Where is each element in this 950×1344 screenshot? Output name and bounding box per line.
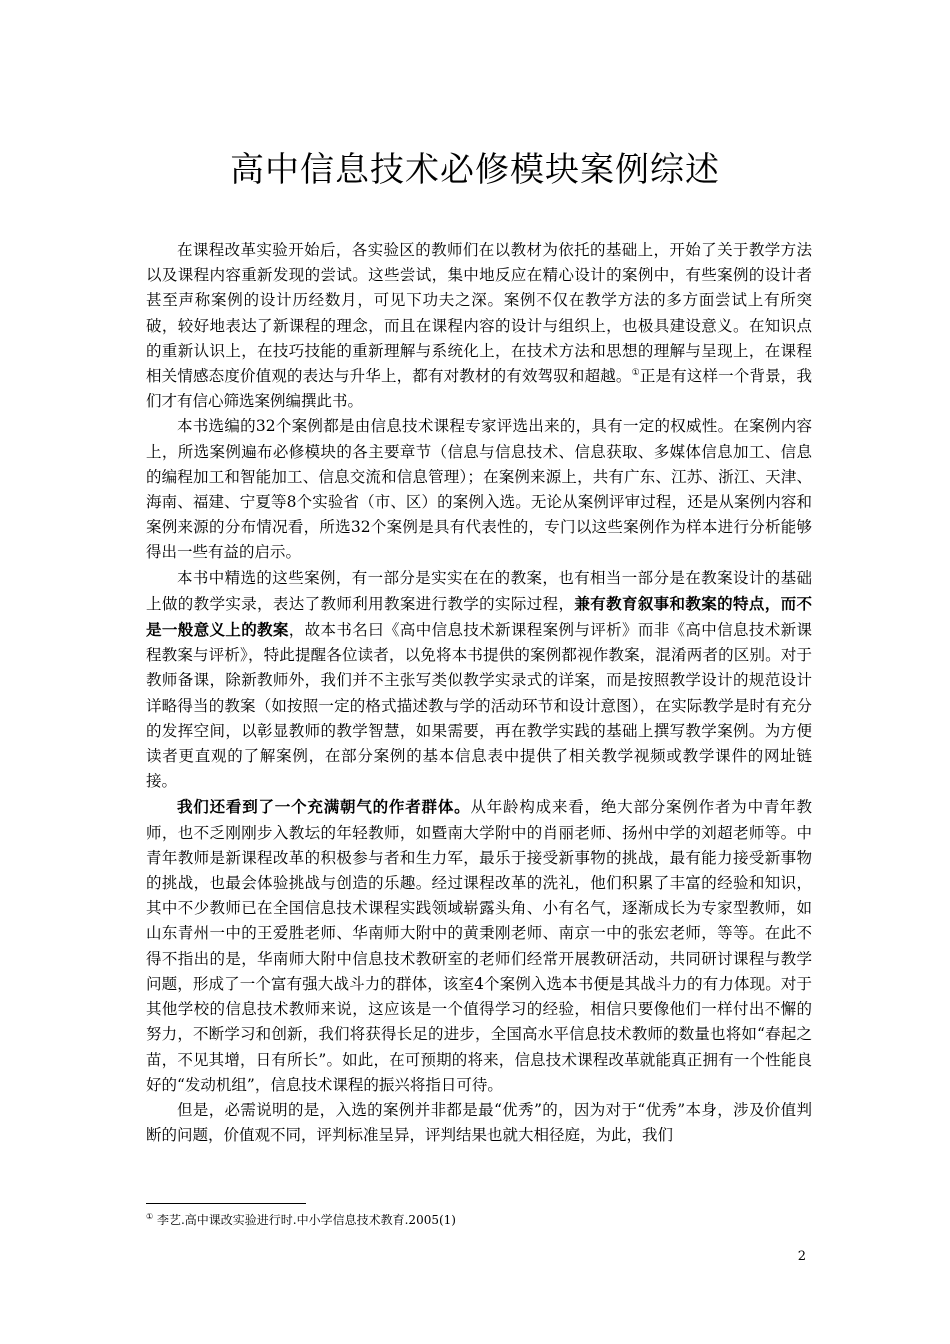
footnote-text: 李艺.高中课改实验进行时.中小学信息技术教育.2005(1) [153,1213,456,1227]
paragraph-text: ，故本书名曰《高中信息技术新课程案例与评析》而非《高中信息技术新课程教案与评析》，特此提醒各位读者，以免将本书提供的案例都视作教案，混淆两者的区别。对于教师备课，除新教师外，我们并不主张写类似教学实录式的详案，而是按照教学设计的规范设计详略得当的教案（如按照一定的格式描述教与学的活动环节和设计意图），在实际教学是时有充分的发挥空间，以彰显教师的教学智慧，如果需要，再在教学实践的基础上撰写教学案例。为方便读者更直观的了解案例，在部分案例的基本信息表中提供了相关教学视频或教学课件的网址链接。 [146,621,812,791]
document-body [146,238,812,1148]
paragraph [146,414,812,565]
paragraph [146,566,812,795]
paragraph-text: 在课程改革实验开始后，各实验区的教师们在以教材为依托的基础上，开始了关于教学方法以及课程内容重新发现的尝试。这些尝试，集中地反应在精心设计的案例中，有些案例的设计者甚至声称案例的设计历经数月，可见下功夫之深。案例不仅在教学方法的多方面尝试上有所突破，较好地表达了新课程的理念，而且在课程内容的设计与组织上，也极具建设意义。在知识点的重新认识上，在技巧技能的重新理解与系统化上，在技术方法和思想的理解与呈现上，在课程相关情感态度价值观的表达与升华上，都有对教材的有效驾驭和超越。 [146,241,812,386]
paragraph [146,1098,812,1148]
paragraph-text: 从年龄构成来看，绝大部分案例作者为中青年教师，也不乏刚刚步入教坛的年轻教师，如暨南大学附中的肖丽老师、扬州中学的刘超老师等。中青年教师是新课程改革的积极参与者和生力军，最乐于接受新事物的挑战，最有能力接受新事物的挑战，也最会体验挑战与创造的乐趣。经过课程改革的洗礼，他们积累了丰富的经验和知识，其中不少教师已在全国信息技术课程实践领域崭露头角、小有名气，逐渐成长为专家型教师，如山东青州一中的王爱胜老师、华南师大附中的黄秉刚老师、南京一中的张宏老师，等等。在此不得不指出的是，华南师大附中信息技术教研室的老师们经常开展教研活动，共同研讨课程与教学问题，形成了一个富有强大战斗力的群体，该室4个案例入选本书便是其战斗力的有力体现。对于其他学校的信息技术教师来说，这应该是一个值得学习的经验，相信只要像他们一样付出不懈的努力，不断学习和创新，我们将获得长足的进步，全国高水平信息技术教师的数量也将如“春起之苗，不见其增，日有所长”。如此，在可预期的将来，信息技术课程改革就能真正拥有一个性能良好的“发动机组”，信息技术课程的振兴将指日可待。 [146,798,812,1094]
document-title: 高中信息技术必修模块案例综述 [230,150,720,190]
paragraph-text: 但是，必需说明的是，入选的案例并非都是最“优秀”的，因为对于“优秀”本身，涉及价值判断的问题，价值观不同，评判标准呈异，评判结果也就大相径庭，为此，我们 [146,1100,812,1145]
bold-emphasis-text: 我们还看到了一个充满朝气的作者群体。 [177,797,471,817]
paragraph-text: 本书选编的32个案例都是由信息技术课程专家评选出来的，具有一定的权威性。在案例内容上，所选案例遍布必修模块的各主要章节（信息与信息技术、信息获取、多媒体信息加工、信息的编程加工和智能加工、信息交流和信息管理）；在案例来源上，共有广东、江苏、浙江、天津、海南、福建、宁夏等8个实验省（市、区）的案例入选。无论从案例评审过程，还是从案例内容和案例来源的分布情况看，所选32个案例是具有代表性的，专门以这些案例作为样本进行分析能够得出一些有益的启示。 [146,417,812,562]
paragraph [146,238,812,414]
footnote [146,1211,456,1229]
paragraph [146,794,812,1097]
footnote-reference: ① [631,367,640,378]
footnote-marker: ① [146,1212,154,1221]
page-number: 2 [797,1249,806,1264]
bold-emphasis-text: 兼有教育叙事和教案的特点，而不是一般意义上的教案 [146,593,812,640]
footnote-separator [146,1203,306,1204]
paragraph-text: 本书中精选的这些案例，有一部分是实实在在的教案，也有相当一部分是在教案设计的基础上做的教学实录，表达了教师利用教案进行教学的实际过程， [146,568,812,613]
paragraph-text: 正是有这样一个背景，我们才有信心筛选案例编撰此书。 [146,367,812,411]
